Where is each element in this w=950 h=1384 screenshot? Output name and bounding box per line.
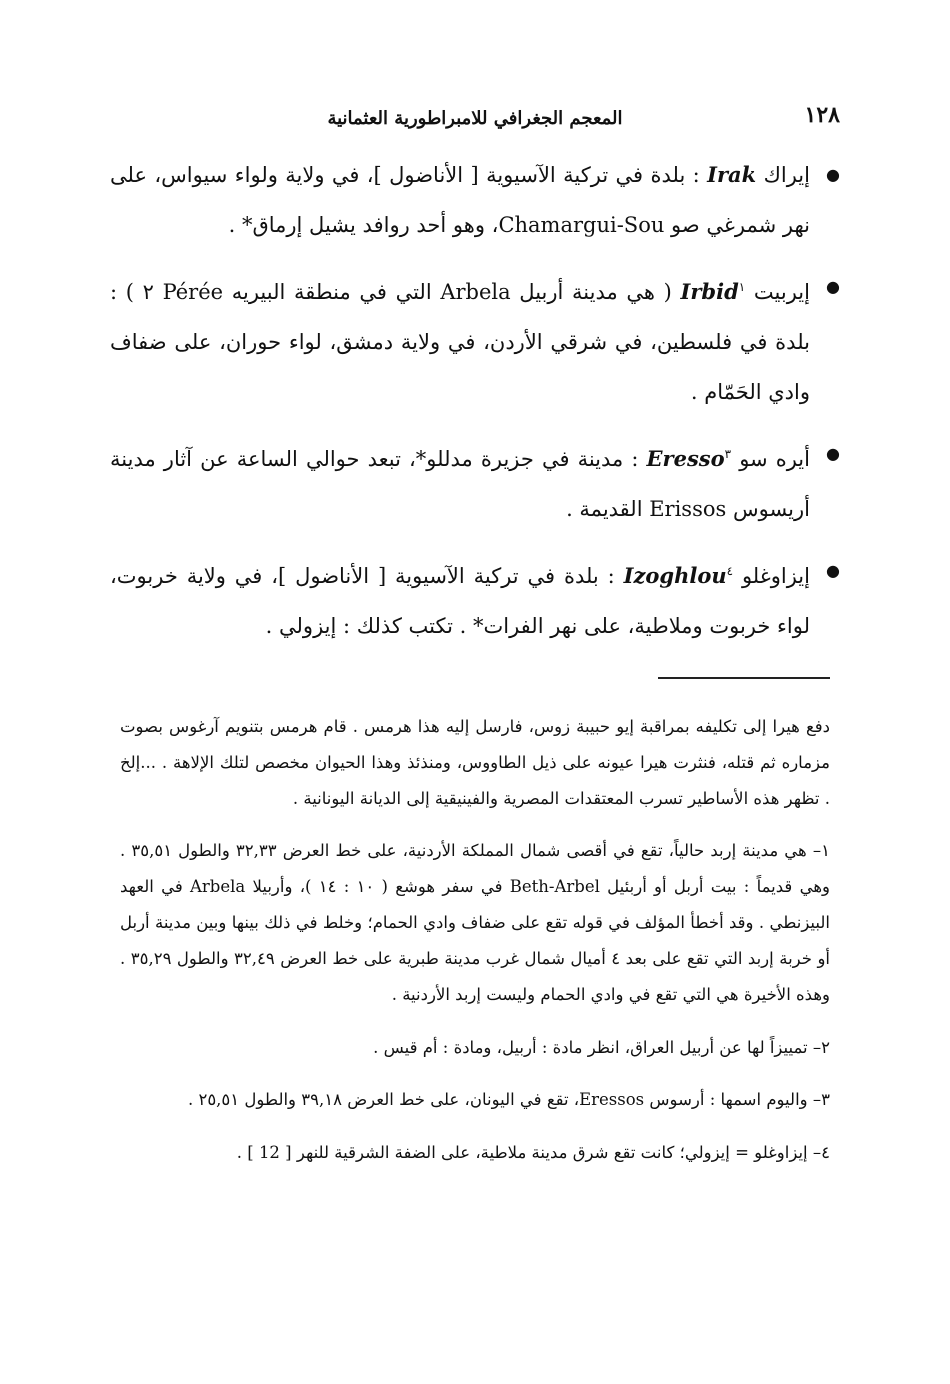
bullet-icon: ● xyxy=(826,165,840,184)
bullet-icon: ● xyxy=(826,561,840,580)
entry-latin-name: Izoghlou xyxy=(623,563,727,588)
entry-latin-name: Eresso xyxy=(646,446,725,471)
entries-list xyxy=(110,150,840,663)
page-header xyxy=(110,98,840,138)
entry-name: أيره سو xyxy=(739,447,810,471)
footnote-4: ٤– إيزاوغلو = إيزولي؛ كانت تقع شرق مدينة ملاطية، على الضفة الشرقية للنهر [ 12 ] . xyxy=(236,1142,830,1162)
footnote-1: ١– هي مدينة إربد حالياً، تقع في أقصى شمال المملكة الأردنية، على خط العرض ٣٢,٣٣ والطول ٣٥,٥١ . وهي قديماً : بيت أربل أو أربئيل Beth-Arbel في سفر هوشع ( ١٠ : ١٤ )، وأربيلا Arbela في العهد البيزنطي . وقد أخطأ المؤلف في قوله تقع على ضفاف وادي الحمام؛ وخلط في ذلك بينها وبين مدينة أربل أو خربة إربد التي تقع على بعد ٤ أميال شمال غرب مدينة طبرية على خط العرض ٣٢,٤٩ والطول ٣٥,٢٩ . وهذه الأخيرة هي التي تقع في وادي الحمام وليست إربد الأردنية . xyxy=(120,841,830,1004)
footnote-3: ٣– واليوم اسمها : أرسوس Eressos، تقع في اليونان، على خط العرض ٣٩,١٨ والطول ٢٥,٥١ . xyxy=(187,1090,830,1109)
entry-irak xyxy=(110,150,840,250)
entry-text: ( هي مدينة أربيل Arbela التي في منطقة البيريه Pérée ٢ ) : بلدة في فلسطين، في شرقي الأردن، في ولاية دمشق، لواء حوران، على ضفاف وادي الحَمّام . xyxy=(110,280,810,404)
footnote-separator xyxy=(658,677,830,679)
entry-izoghlou xyxy=(110,546,840,651)
page-number: ١٢٨ xyxy=(804,102,840,128)
entry-text: : مدينة في جزيرة مدللو*، تبعد حوالي الساعة عن آثار مدينة أريسوس Erissos القديمة . xyxy=(110,447,810,521)
footnote-continuation: دفع هيرا إلى تكليفه بمراقبة إيو حبيبة زوس، فارسل إليه هذا هرمس . قام هرمس بتنويم آرغوس بصوت مزماره ثم قتله، فنثرت هيرا عيونه على ذيل الطاووس، ومنذئذ وهذا الحيوان مخصص لتلك الإلاهة . ...إلخ . تظهر هذه الأساطير تسرب المعتقدات المصرية والفينيقية إلى الديانة اليونانية . xyxy=(120,716,830,808)
entry-name: إيربيت xyxy=(753,280,810,304)
entry-irbid xyxy=(110,262,840,417)
entry-name: إيزاوغلو xyxy=(741,564,810,588)
entry-latin-name: Irbid xyxy=(680,279,739,304)
footnote-ref: ٤ xyxy=(726,564,734,578)
footnote-ref: ١ xyxy=(738,280,746,294)
footnote-2: ٢– تمييزاً لها عن أربيل العراق، انظر مادة : أربيل، ومادة : أم قيس . xyxy=(373,1037,830,1057)
footnote-ref: ٣ xyxy=(724,447,732,461)
entry-text: : بلدة في تركية الآسيوية [ الأناضول ]، في ولاية ولواء سيواس، على نهر شمرغي صو Chamargui-Sou، وهو أحد روافد يشيل إرماق* . xyxy=(110,163,810,237)
entry-eresso xyxy=(110,429,840,534)
running-title: المعجم الجغرافي للامبراطورية العثمانية xyxy=(327,108,623,129)
footnotes xyxy=(120,692,830,1181)
bullet-icon: ● xyxy=(826,444,840,463)
entry-text: : بلدة في تركية الآسيوية [ الأناضول ]، في ولاية خربوت، لواء خربوت وملاطية، على نهر الفرات* . تكتب كذلك : إيزولي . xyxy=(110,564,810,638)
bullet-icon: ● xyxy=(826,277,840,296)
entry-latin-name: Irak xyxy=(707,162,757,187)
entry-name: إيراك xyxy=(763,163,810,187)
